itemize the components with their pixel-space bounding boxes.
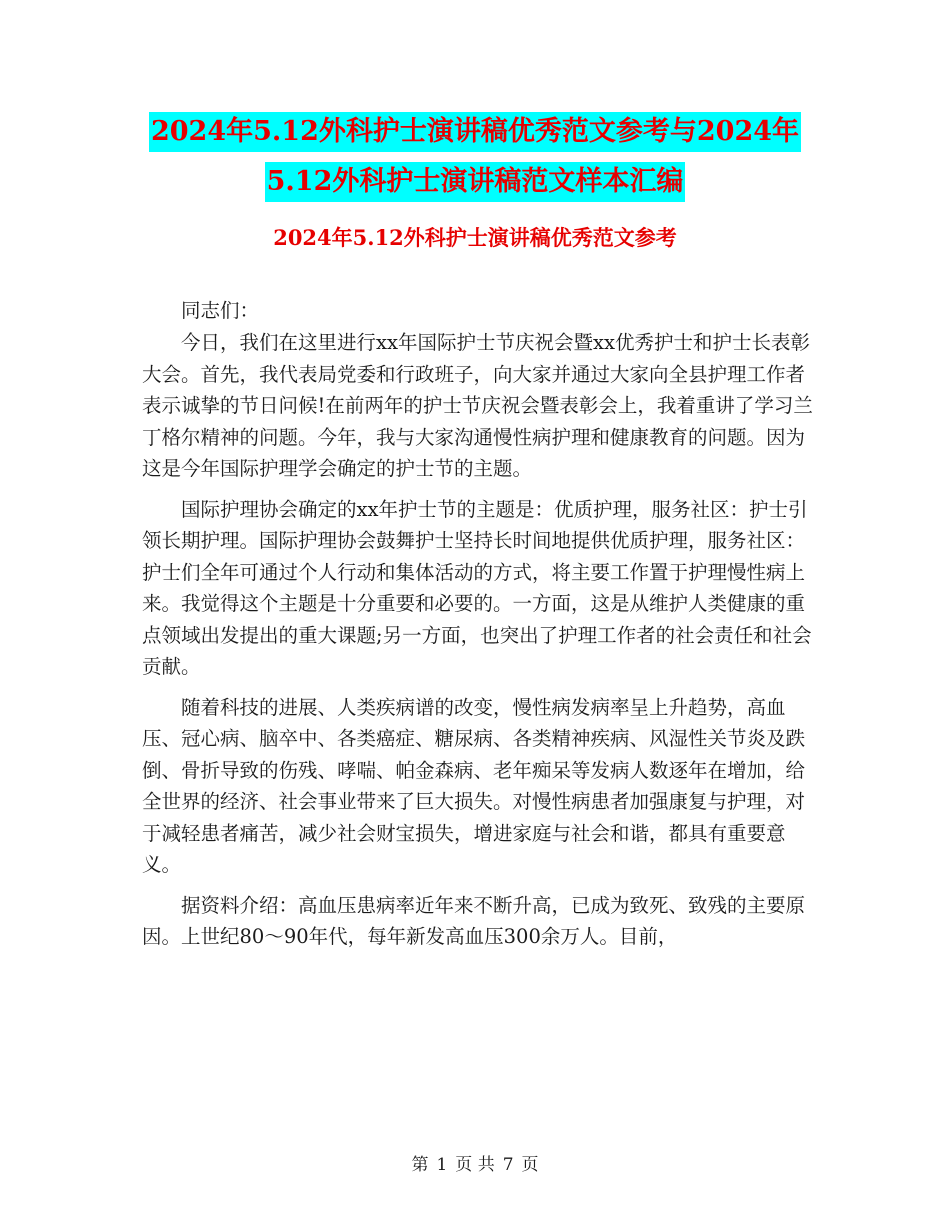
footer-middle: 页 共 [455,1155,495,1175]
paragraph: 今日，我们在这里进行xx年国际护士节庆祝会暨xx优秀护士和护士长表彰大会。首先，我代表局党委和行政班子，向大家并通过大家向全县护理工作者表示诚挚的节日问候!在前两年的护士节庆祝会暨表彰会上，我着重讲了学习兰丁格尔精神的问题。今年，我与大家沟通慢性病护理和健康教育的问题。因为这是今年国际护理学会确定的护士节的主题。 [142,331,813,480]
total-pages-number: 7 [502,1155,514,1175]
title-line-2: 5.12外科护士演讲稿范文样本汇编 [265,162,686,202]
footer-suffix: 页 [521,1155,539,1175]
document-title [0,112,950,212]
section-heading: 2024年5.12外科护士演讲稿优秀范文参考 [273,225,677,250]
footer-prefix: 第 [411,1155,429,1175]
paragraph: 据资料介绍：高血压患病率近年来不断升高，已成为致死、致残的主要原因。上世纪80～90年代，每年新发高血压300余万人。目前， [142,893,806,948]
body-text [142,327,814,953]
paragraph: 随着科技的进展、人类疾病谱的改变，慢性病发病率呈上升趋势，高血压、冠心病、脑卒中、各类癌症、糖尿病、各类精神疾病、风湿性关节炎及跌倒、骨折导致的伤残、哮喘、帕金森病、老年痴呆等发病人数逐年在增加，给全世界的经济、社会事业带来了巨大损失。对慢性病患者加强康复与护理，对于减轻患者痛苦，减少社会财宝损失，增进家庭与社会和谐，都具有重要意义。 [142,695,806,876]
greeting: 同志们： [181,299,260,322]
current-page-number: 1 [436,1155,448,1175]
title-line-1: 2024年5.12外科护士演讲稿优秀范文参考与2024年 [149,112,801,152]
page-footer [0,1153,950,1177]
paragraph: 国际护理协会确定的xx年护士节的主题是：优质护理，服务社区：护士引领长期护理。国际护理协会鼓舞护士坚持长时间地提供优质护理，服务社区：护士们全年可通过个人行动和集体活动的方式，将主要工作置于护理慢性病上来。我觉得这个主题是十分重要和必要的。一方面，这是从维护人类健康的重点领域出发提出的重大课题;另一方面，也突出了护理工作者的社会责任和社会贡献。 [142,497,812,678]
